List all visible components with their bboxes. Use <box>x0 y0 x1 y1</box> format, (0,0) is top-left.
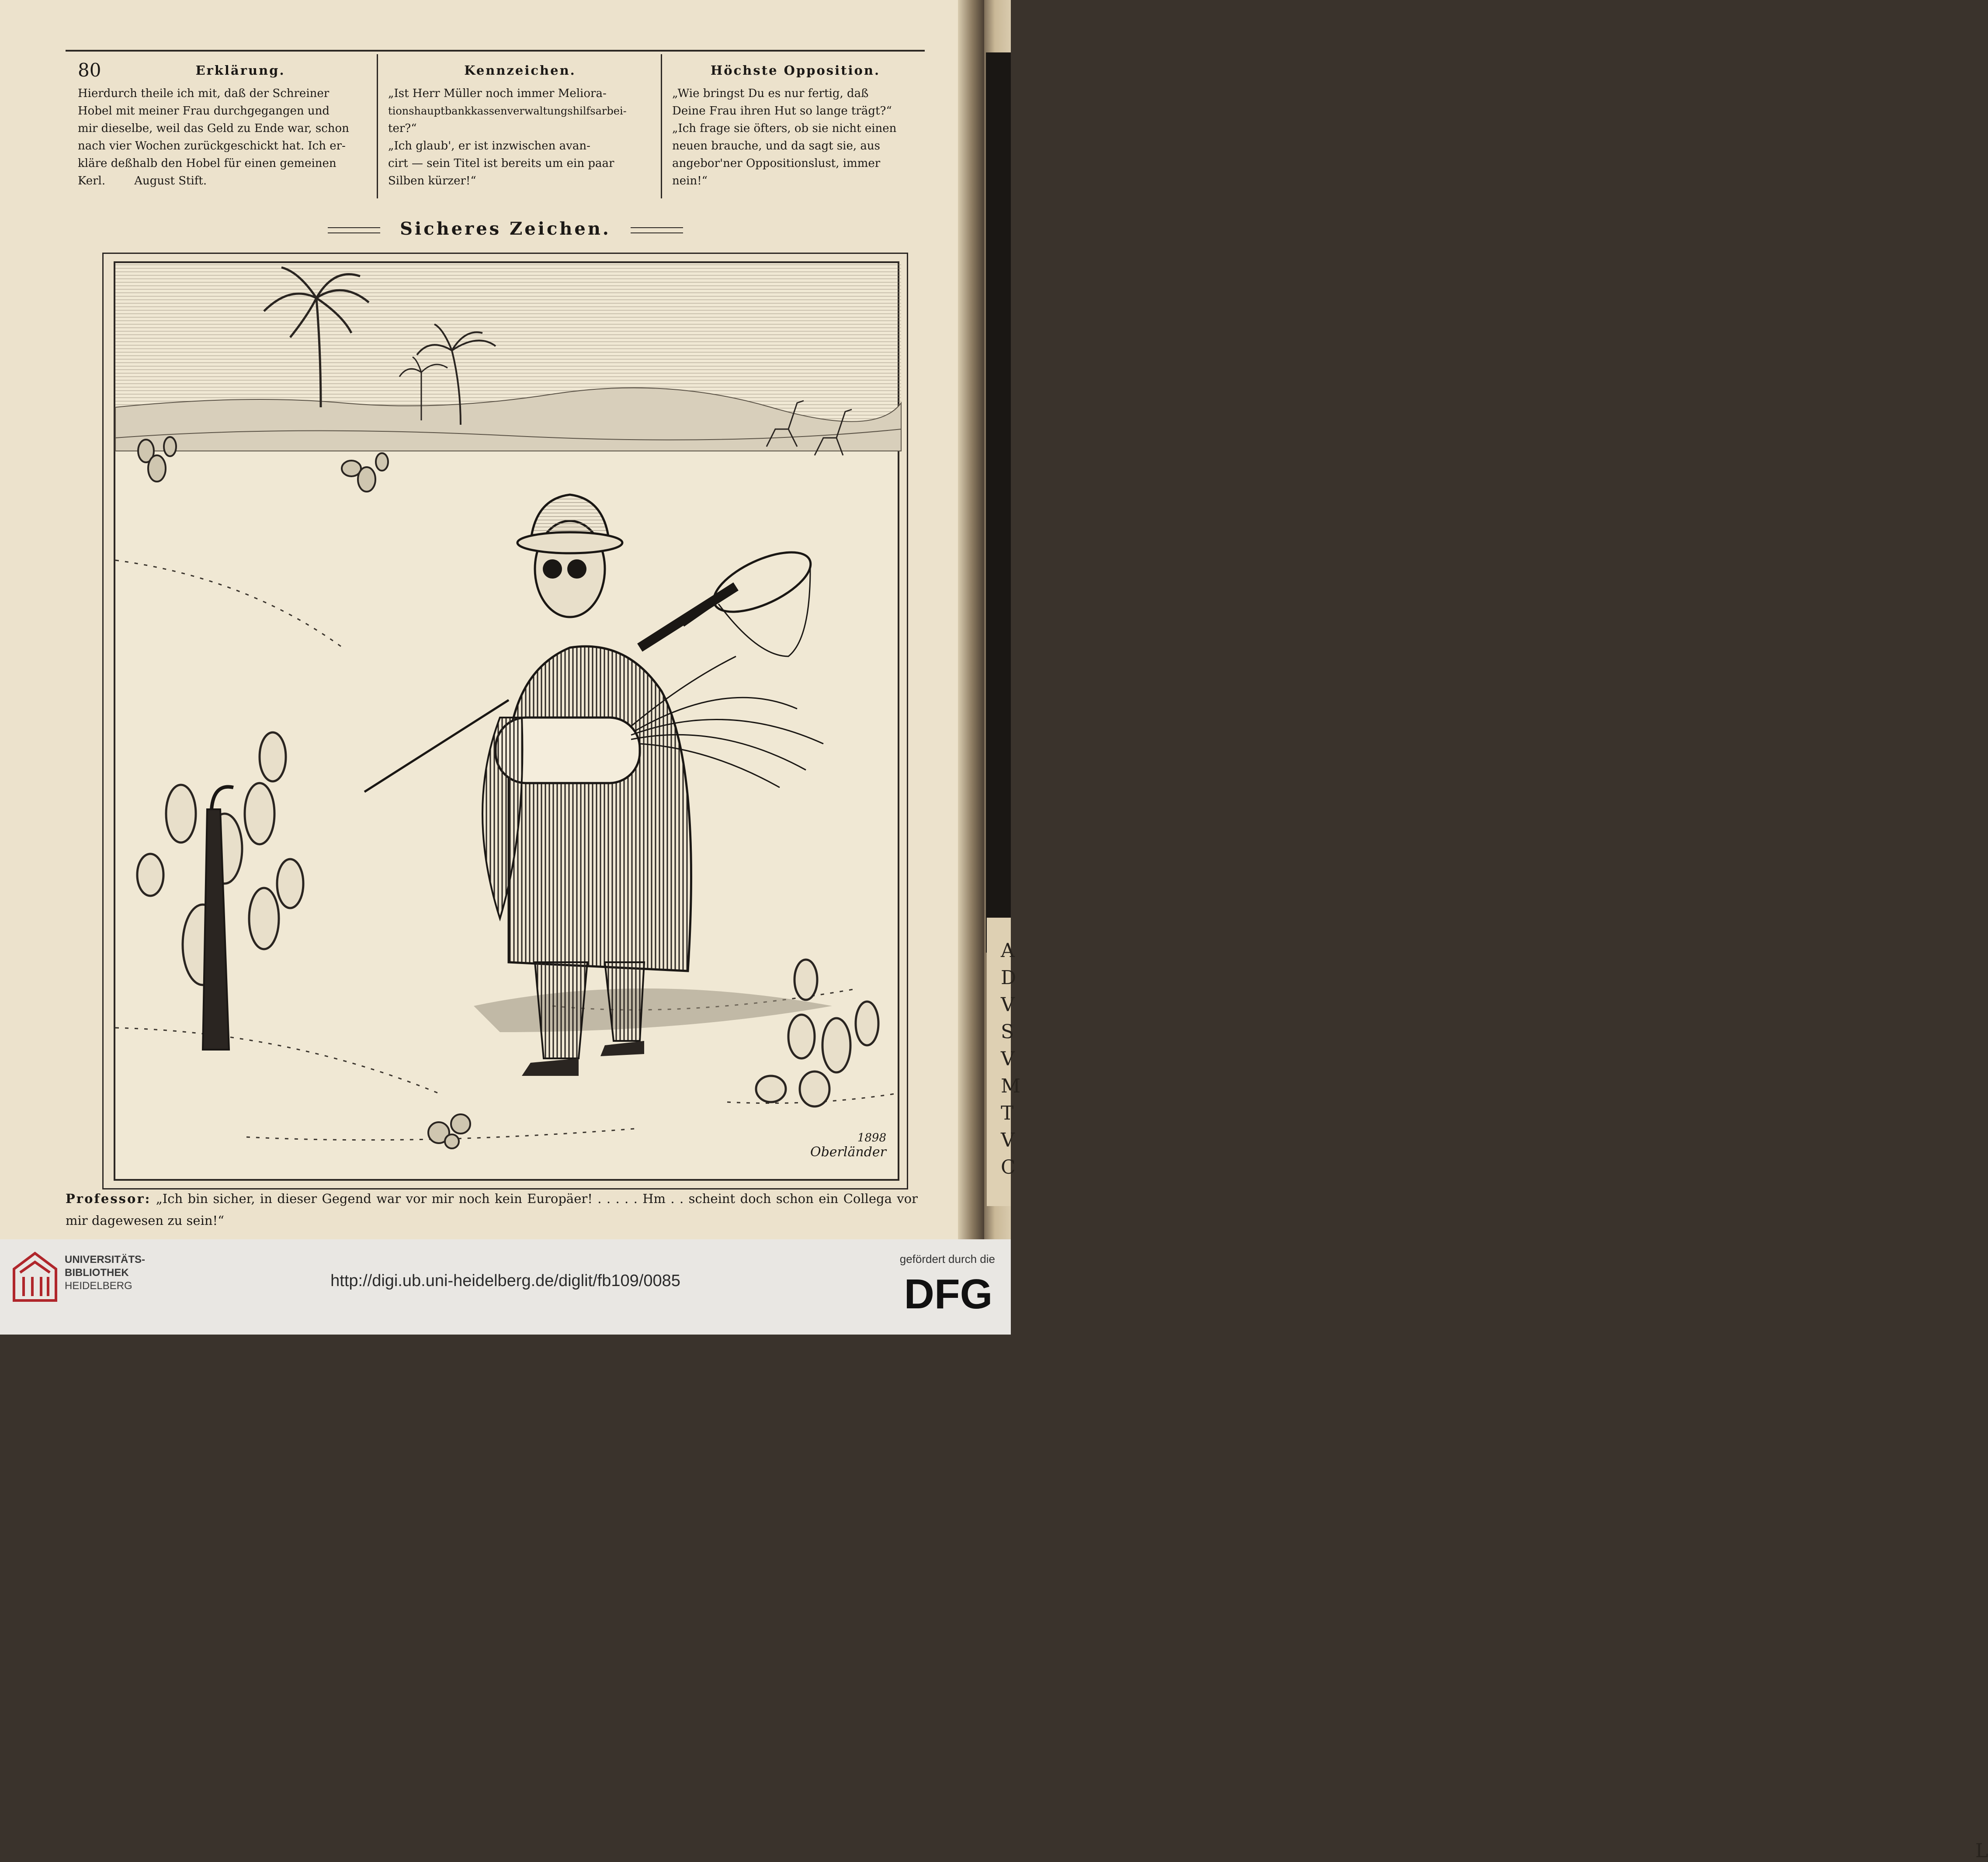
text-line: ter?“ <box>388 122 417 135</box>
institution-line: HEIDELBERG <box>65 1280 132 1292</box>
text-line: Deine Frau ihren Hut so lange trägt?“ <box>672 104 892 118</box>
adjacent-page-dark-band <box>986 52 1011 953</box>
artist-signature <box>810 1131 886 1160</box>
edge-letter: S <box>1001 1021 1014 1043</box>
text-line: mir dieselbe, weil das Geld zu Ende war, schon <box>78 122 349 135</box>
permalink-url[interactable]: http://digi.ub.uni-heidelberg.de/diglit/fb109/0085 <box>330 1272 680 1290</box>
column-text-kennzeichen <box>388 85 653 190</box>
desert-scene-drawing <box>115 263 901 1182</box>
edge-letter: T <box>1001 1102 1014 1124</box>
edge-letter: D <box>1001 967 1017 989</box>
signature-name: Oberländer <box>810 1144 886 1160</box>
figure-shadow <box>474 988 832 1032</box>
title-ornament-left <box>328 227 380 233</box>
page-number: 80 <box>78 59 101 81</box>
edge-letter: A <box>1001 940 1015 962</box>
column-title: Erklärung. <box>195 63 285 78</box>
illustration-title: Sicheres Zeichen. <box>400 218 611 239</box>
page-spine <box>958 0 984 1239</box>
edge-letter: V <box>1001 1129 1015 1151</box>
text-line: tionshauptbankkassenverwaltungshilfsarbei- <box>388 105 627 117</box>
sky <box>115 263 901 420</box>
edge-letter: M <box>1001 1075 1021 1097</box>
text-line: nein!“ <box>672 174 708 187</box>
column-divider <box>377 54 378 198</box>
text-line: Hobel mit meiner Frau durchgegangen und <box>78 104 330 118</box>
illustration <box>114 261 899 1181</box>
institution-line: UNIVERSITÄTS- <box>65 1254 146 1266</box>
institution-line: BIBLIOTHEK <box>65 1267 129 1279</box>
title-ornament-right <box>631 227 683 233</box>
signature-year: 1898 <box>857 1131 886 1144</box>
header-rule <box>66 50 925 52</box>
text-line: „Wie bringst Du es nur fertig, daß <box>672 87 869 100</box>
text-line: angebor'ner Oppositionslust, immer <box>672 157 881 170</box>
column-title: Kennzeichen. <box>464 63 576 78</box>
text-line: „Ich frage sie öfters, ob sie nicht einen <box>672 122 897 135</box>
edge-letter: L <box>1975 1840 1988 1862</box>
column-text-hoechste-opposition <box>672 85 926 190</box>
edge-letter: C <box>1001 1156 1016 1179</box>
caption-speaker: Professor: <box>66 1191 151 1206</box>
edge-letter: V <box>1001 994 1015 1016</box>
text-line: nach vier Wochen zurückgeschickt hat. Ich er- <box>78 139 346 153</box>
text-line: „Ich glaub', er ist inzwischen avan- <box>388 139 590 153</box>
dfg-logo-text: DFG <box>904 1271 993 1318</box>
text-line: kläre deßhalb den Hobel für einen gemeinen <box>78 157 337 170</box>
edge-letter: V <box>1001 1048 1015 1070</box>
text-line: neuen brauche, und da sagt sie, aus <box>672 139 880 153</box>
text-line: „Ist Herr Müller noch immer Meliora- <box>388 87 607 100</box>
column-text-erklaerung <box>78 85 368 190</box>
text-line: Kerl. August Stift. <box>78 174 207 187</box>
column-divider <box>661 54 662 198</box>
illustration-title-block <box>0 218 1011 239</box>
professor-figure <box>364 495 823 1076</box>
funded-by-label: gefördert durch die <box>899 1252 995 1266</box>
text-line: cirt — sein Titel ist bereits um ein paar <box>388 157 614 170</box>
caption-text: „Ich bin sicher, in dieser Gegend war vor mir noch kein Europäer! . . . . . Hm . . scheint doch schon ein Collega vor mir dagewesen zu sein!“ <box>66 1191 918 1228</box>
cactus-right <box>756 960 878 1106</box>
dfg-logo <box>902 1270 995 1318</box>
illustration-caption <box>66 1188 918 1231</box>
text-line: Hierdurch theile ich mit, daß der Schreiner <box>78 87 330 100</box>
column-title: Höchste Opposition. <box>710 63 881 78</box>
cactus-small-bottom <box>428 1114 470 1148</box>
text-line: Silben kürzer!“ <box>388 174 476 187</box>
